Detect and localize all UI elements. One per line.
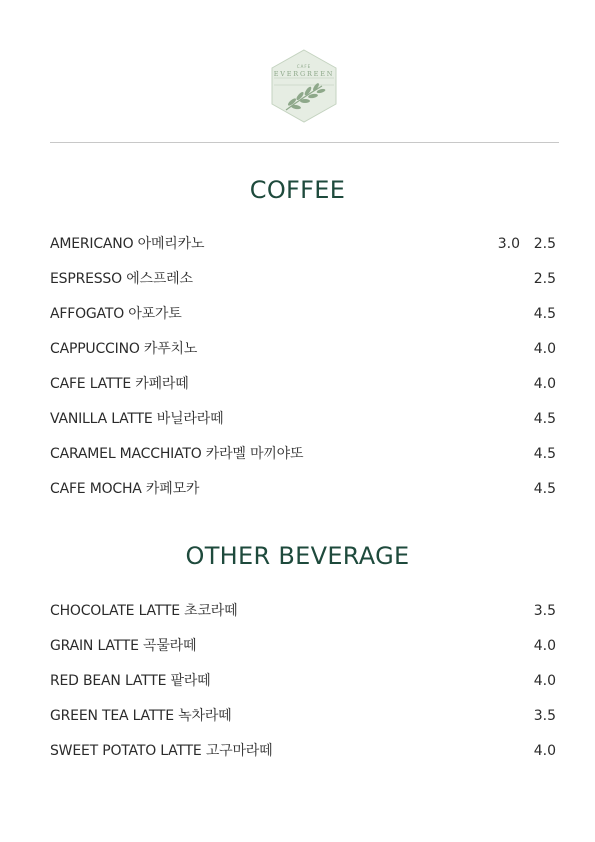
other-beverage-section-title: OTHER BEVERAGE	[185, 542, 410, 570]
item-price: 4.5	[533, 481, 556, 497]
menu-item	[50, 304, 556, 339]
item-price: 4.5	[533, 306, 556, 322]
item-price: 4.5	[533, 411, 556, 427]
item-alt-price: 3.0	[497, 236, 520, 252]
item-name: SWEET POTATO LATTE 고구마라떼	[50, 743, 273, 759]
menu-item	[50, 269, 556, 304]
item-price: 3.5	[533, 603, 556, 619]
item-name: ESPRESSO 에스프레소	[50, 271, 193, 287]
menu-item	[50, 339, 556, 374]
item-price: 4.0	[533, 376, 556, 392]
coffee-section-title: COFFEE	[249, 176, 346, 204]
item-price: 4.0	[533, 743, 556, 759]
menu-item	[50, 409, 556, 444]
menu-item	[50, 671, 556, 706]
header-divider	[50, 142, 559, 143]
item-name: VANILLA LATTE 바닐라라떼	[50, 411, 224, 427]
item-name: AMERICANO 아메리카노	[50, 236, 205, 252]
menu-item	[50, 444, 556, 479]
item-name: CAFE MOCHA 카페모카	[50, 481, 200, 497]
item-name: GRAIN LATTE 곡물라떼	[50, 638, 197, 654]
item-price: 4.5	[533, 446, 556, 462]
item-name: CAFE LATTE 카페라떼	[50, 376, 189, 392]
menu-item	[50, 741, 556, 776]
item-price: 4.0	[533, 341, 556, 357]
item-name: CARAMEL MACCHIATO 카라멜 마끼야또	[50, 446, 304, 462]
item-name: CAPPUCCINO 카푸치노	[50, 341, 198, 357]
item-name: CHOCOLATE LATTE 초코라떼	[50, 603, 238, 619]
cafe-logo	[268, 48, 340, 124]
item-price: 4.0	[533, 638, 556, 654]
item-price: 2.5	[533, 271, 556, 287]
menu-item	[50, 479, 556, 514]
coffee-menu-list	[50, 234, 556, 514]
menu-item	[50, 636, 556, 671]
item-price: 3.5	[533, 708, 556, 724]
menu-item	[50, 601, 556, 636]
other-beverage-menu-list	[50, 601, 556, 776]
item-price: 4.0	[533, 673, 556, 689]
item-name: RED BEAN LATTE 팥라떼	[50, 673, 211, 689]
item-name: GREEN TEA LATTE 녹차라떼	[50, 708, 232, 724]
item-name: AFFOGATO 아포가토	[50, 306, 182, 322]
menu-item	[50, 706, 556, 741]
menu-item	[50, 374, 556, 409]
menu-item	[50, 234, 556, 269]
logo-brand-text: EVERGREEN	[273, 70, 335, 78]
item-price: 2.5	[533, 236, 556, 252]
logo-small-text: CAFE	[296, 64, 312, 69]
olive-branch-icon	[268, 48, 340, 124]
